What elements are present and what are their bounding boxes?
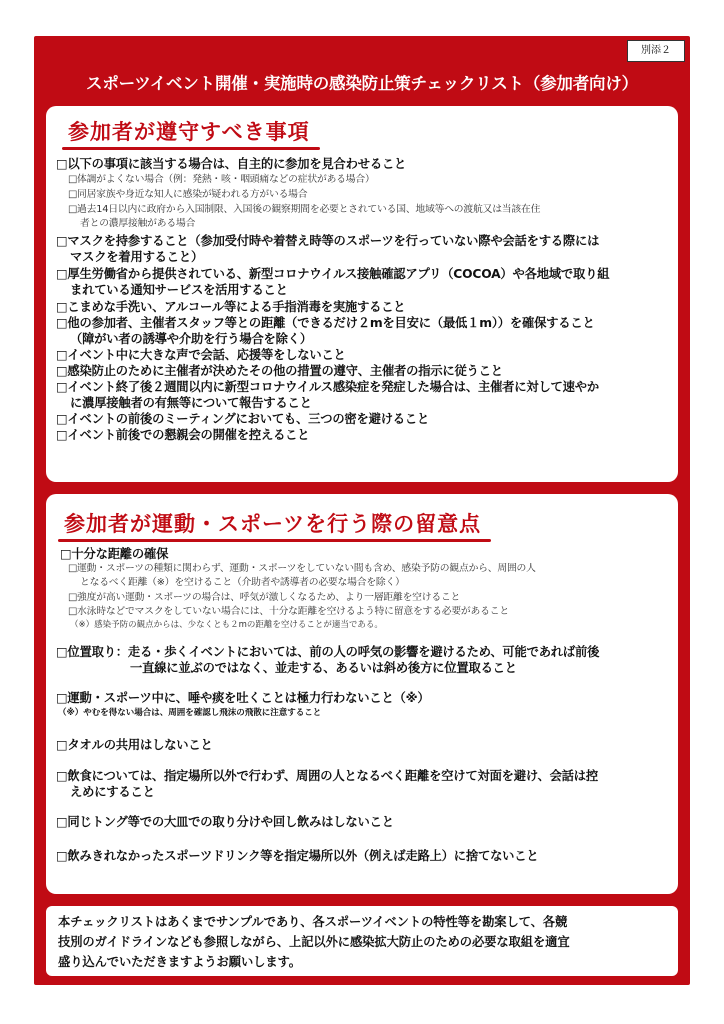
checklist-item-cont: 一直線に並ぶのではなく、並走する、あるいは斜め後方に位置取ること	[130, 661, 517, 675]
checklist-item-cont: えめにすること	[70, 785, 155, 799]
checklist-item: □マスクを持参すること（参加受付時や着替え時等のスポーツを行っていない際や会話をする際には	[56, 234, 600, 248]
checklist-item: □飲みきれなかったスポーツドリンク等を指定場所以外（例えば走路上）に捨てないこと	[56, 849, 539, 863]
checklist-item: □位置取り：走る・歩くイベントにおいては、前の人の呼気の影響を避けるため、可能であれば前後	[56, 645, 600, 659]
section-heading-notes: 参加者が運動・スポーツを行う際の留意点	[64, 508, 481, 540]
checklist-subitem-cont: となるべく距離（※）を空けること（介助者や誘導者の必要な場合を除く）	[80, 577, 405, 588]
checklist-item-cont: に濃厚接触者の有無等について報告すること	[70, 396, 312, 410]
checklist-item-cont: まれている通知サービスを活用すること	[70, 283, 288, 297]
checklist-item: □イベント前後での懇親会の開催を控えること	[56, 428, 310, 442]
checklist-item: □感染防止のために主催者が決めたその他の措置の遵守、主催者の指示に従うこと	[56, 364, 503, 378]
note-text: （※）やむを得ない場合は、周囲を確認し飛沫の飛散に注意すること	[58, 708, 322, 718]
checklist-item: □他の参加者、主催者スタッフ等との距離（できるだけ２mを目安に（最低１m））を確保すること	[56, 316, 595, 330]
checklist-item: □イベント中に大きな声で会話、応援等をしないこと	[56, 348, 346, 362]
checklist-item: □以下の事項に該当する場合は、自主的に参加を見合わせること	[56, 157, 407, 171]
checklist-item: □運動・スポーツ中に、唾や痰を吐くことは極力行わないこと（※）	[56, 691, 430, 705]
checklist-subitem: □運動・スポーツの種類に関わらず、運動・スポーツをしていない間も含め、感染予防の観点から、周囲の人	[68, 563, 536, 574]
checklist-subitem: □強度が高い運動・スポーツの場合は、呼気が激しくなるため、より一層距離を空けること	[68, 592, 461, 603]
checklist-item: □こまめな手洗い、アルコール等による手指消毒を実施すること	[56, 300, 406, 314]
checklist-item: □タオルの共用はしないこと	[56, 738, 213, 752]
note-text: （※）感染予防の観点からは、少なくとも２mの距離を空けることが適当である。	[70, 620, 383, 630]
footer-line: 盛り込んでいただきますようお願いします。	[58, 955, 301, 969]
checklist-item: □飲食については、指定場所以外で行わず、周囲の人となるべく距離を空けて対面を避け、会話は控	[56, 769, 598, 783]
annex-label: 別添２	[627, 40, 685, 62]
checklist-subitem: □体調がよくない場合（例：発熱・咳・咽頭痛などの症状がある場合）	[68, 174, 375, 185]
page-title: スポーツイベント開催・実施時の感染防止策チェックリスト（参加者向け）	[86, 74, 638, 93]
checklist-subitem: □過去14日以内に政府から入国制限、入国後の観察期間を必要とされている国、地域等への渡航又は当該在住	[68, 204, 541, 215]
checklist-item: □十分な距離の確保	[60, 547, 169, 561]
checklist-subitem: □同居家族や身近な知人に感染が疑われる方がいる場合	[68, 189, 308, 200]
section-heading-rules: 参加者が遵守すべき事項	[68, 116, 310, 148]
footer-line: 技別のガイドラインなども参照しながら、上記以外に感染拡大防止のための必要な取組を適宜	[58, 935, 570, 949]
footer-line: 本チェックリストはあくまでサンプルであり、各スポーツイベントの特性等を勘案して、各競	[58, 915, 568, 929]
checklist-item: □同じトング等での大皿での取り分けや回し飲みはしないこと	[56, 815, 394, 829]
footer-note	[46, 906, 678, 976]
checklist-item: □イベント終了後２週間以内に新型コロナウイルス感染症を発症した場合は、主催者に対して速やか	[56, 380, 599, 394]
checklist-item: □厚生労働省から提供されている、新型コロナウイルス接触確認アプリ（COCOA）や各地域で取り組	[56, 267, 610, 281]
checklist-item-cont: （障がい者の誘導や介助を行う場合を除く）	[70, 332, 312, 346]
checklist-subitem: □水泳時などでマスクをしていない場合には、十分な距離を空けるよう特に留意をする必要があること	[68, 606, 509, 617]
checklist-subitem-cont: 者との濃厚接触がある場合	[80, 218, 196, 229]
section-exercise-notes	[46, 494, 678, 894]
checklist-item: □イベントの前後のミーティングにおいても、三つの密を避けること	[56, 412, 430, 426]
checklist-item-cont: マスクを着用すること）	[70, 250, 204, 264]
section-participant-rules	[46, 106, 678, 482]
